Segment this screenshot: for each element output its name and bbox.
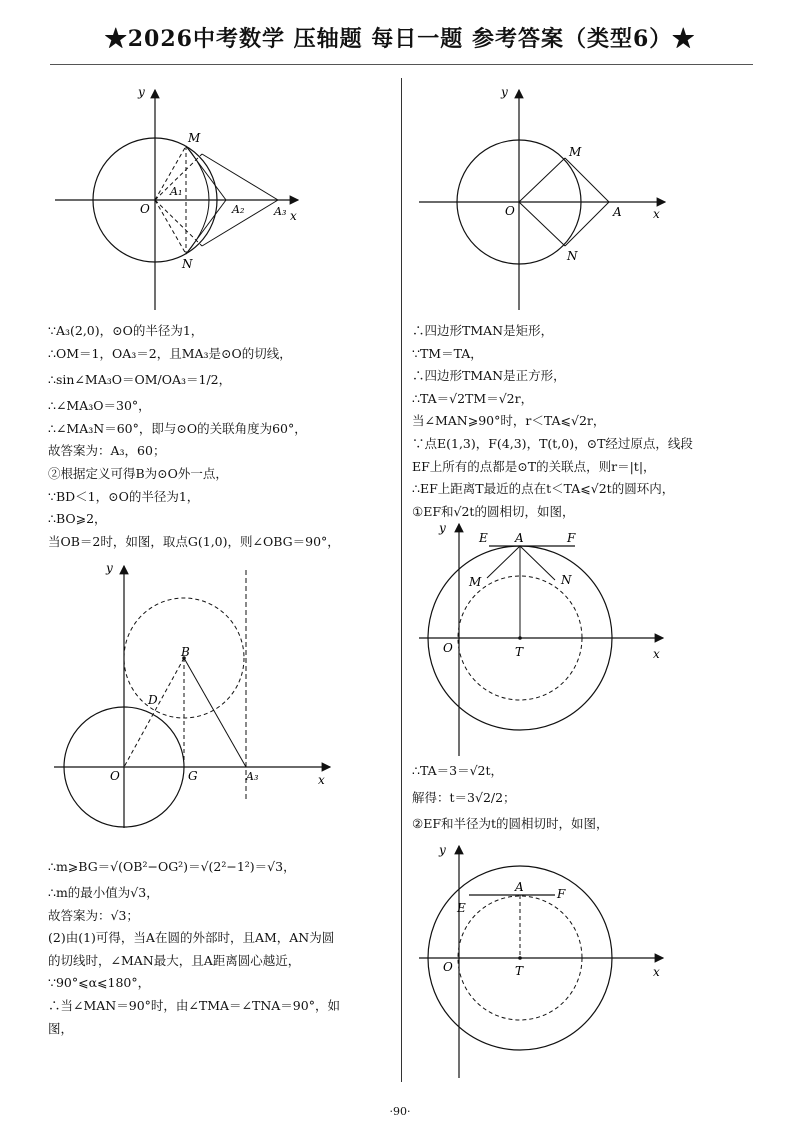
fig1-label-N: N [182,257,193,271]
fig3-axis-y: y [501,85,508,99]
right-text-block-1 [412,320,693,523]
text-line: ∵BD＜1，⊙O的半径为1， [48,488,200,504]
fig5-label-E: E [457,901,466,915]
text-line: ∴四边形TMAN是正方形， [412,368,566,384]
right-text-block-2 [412,760,609,835]
fig1-axis-y: y [138,85,145,99]
text-line: ∴TA＝√2TM＝√2r， [412,390,534,406]
fig5-label-T: T [515,964,524,978]
fig4-label-E: E [479,531,488,545]
fig4-label-N: N [561,573,572,587]
fig3-label-M: M [569,145,582,159]
column-divider [401,78,402,1082]
fig3-label-N: N [567,249,578,263]
fig1-label-A1: A₁ [170,185,183,198]
fig4-label-A: A [515,531,524,545]
text-line: ∵点E(1,3)，F(4,3)，T(t,0)，⊙T经过原点，线段 [412,435,693,451]
page-header: ★2026中考数学 压轴题 每日一题 参考答案（类型6）★ [104,26,696,52]
fig5-axis-x: x [653,965,660,979]
fig4-label-M: M [469,575,482,589]
fig1-label-O: O [140,202,150,216]
fig4-axis-y: y [439,521,446,535]
left-text-block-1 [48,320,340,553]
text-line: 图， [48,1020,74,1036]
fig5-label-F: F [557,887,566,901]
fig2-label-G: G [188,769,198,783]
header-rule [50,64,753,65]
fig3-label-O: O [505,204,515,218]
text-line: ∴TA＝3＝√2t， [412,763,504,778]
text-line: ∴当∠MAN＝90°时，由∠TMA＝∠TNA＝90°，如 [48,997,340,1013]
text-line: 故答案为：√3； [48,907,139,923]
text-line: ∴m⩾BG＝√(OB²−OG²)＝√(2²−1²)＝√3， [48,859,296,874]
left-text-block-2 [48,852,340,1040]
text-line: ∵TM＝TA， [412,345,483,361]
text-line: 当OB＝2时，如图，取点G(1,0)，则∠OBG＝90°， [48,533,340,549]
fig1-label-A3: A₃ [274,205,287,218]
fig1-axis-x: x [290,209,297,223]
text-line: ∴BO⩾2， [48,511,107,527]
text-line: 故答案为：A₃，60； [48,443,166,459]
fig5-label-A: A [515,880,524,894]
figure-5 [415,840,675,1080]
text-line: ∵90°⩽α⩽180°， [48,975,151,991]
text-line: ∵A₃(2,0)，⊙O的半径为1， [48,323,204,338]
text-line: ∴EF上距离T最近的点在t＜TA⩽√2t的圆环内， [412,481,675,497]
text-line: ②根据定义可得B为⊙O外一点， [48,465,228,481]
fig2-axis-y: y [106,561,113,575]
fig5-label-O: O [443,960,453,974]
fig4-axis-x: x [653,647,660,661]
fig1-label-A2: A₂ [232,203,245,216]
fig5-axis-y: y [439,843,446,857]
fig2-label-D: D [148,693,158,707]
page-number: ·90· [389,1105,411,1118]
fig2-axis-x: x [318,773,325,787]
fig4-label-F: F [567,531,576,545]
text-line: ∴∠MA₃O＝30°， [48,398,151,414]
fig4-label-O: O [443,641,453,655]
text-line: ∴OM＝1，OA₃＝2，且MA₃是⊙O的切线， [48,345,292,361]
figure-1 [50,82,310,312]
fig1-label-M: M [188,131,201,145]
fig4-label-T: T [515,645,524,659]
fig3-axis-x: x [653,207,660,221]
figure-4 [415,518,675,758]
text-line: 的切线时，∠MAN最大，且A距离圆心越近， [48,952,301,968]
text-line: ②EF和半径为t的圆相切时，如图， [412,815,609,831]
fig3-label-A: A [613,205,622,219]
fig2-label-A3: A₃ [246,770,259,783]
text-line: ∴sin∠MA₃O＝OM/OA₃＝1/2， [48,372,232,388]
text-line: EF上所有的点都是⊙T的关联点，则r＝|t|， [412,458,656,474]
figure-3 [415,82,675,312]
figure-2 [50,560,340,830]
text-line: ∴m的最小值为√3， [48,885,159,900]
fig2-label-O: O [110,769,120,783]
text-line: ∴∠MA₃N＝60°，即与⊙O的关联角度为60°， [48,420,307,436]
text-line: 解得：t＝3√2/2； [412,789,516,805]
text-line: 当∠MAN⩾90°时，r＜TA⩽√2r， [412,413,606,429]
text-line: ①EF和√2t的圆相切，如图， [412,503,575,519]
fig2-label-B: B [181,645,190,659]
text-line: (2)由(1)可得，当A在圆的外部时，且AM，AN为圆 [48,930,335,946]
text-line: ∴四边形TMAN是矩形， [412,323,554,338]
